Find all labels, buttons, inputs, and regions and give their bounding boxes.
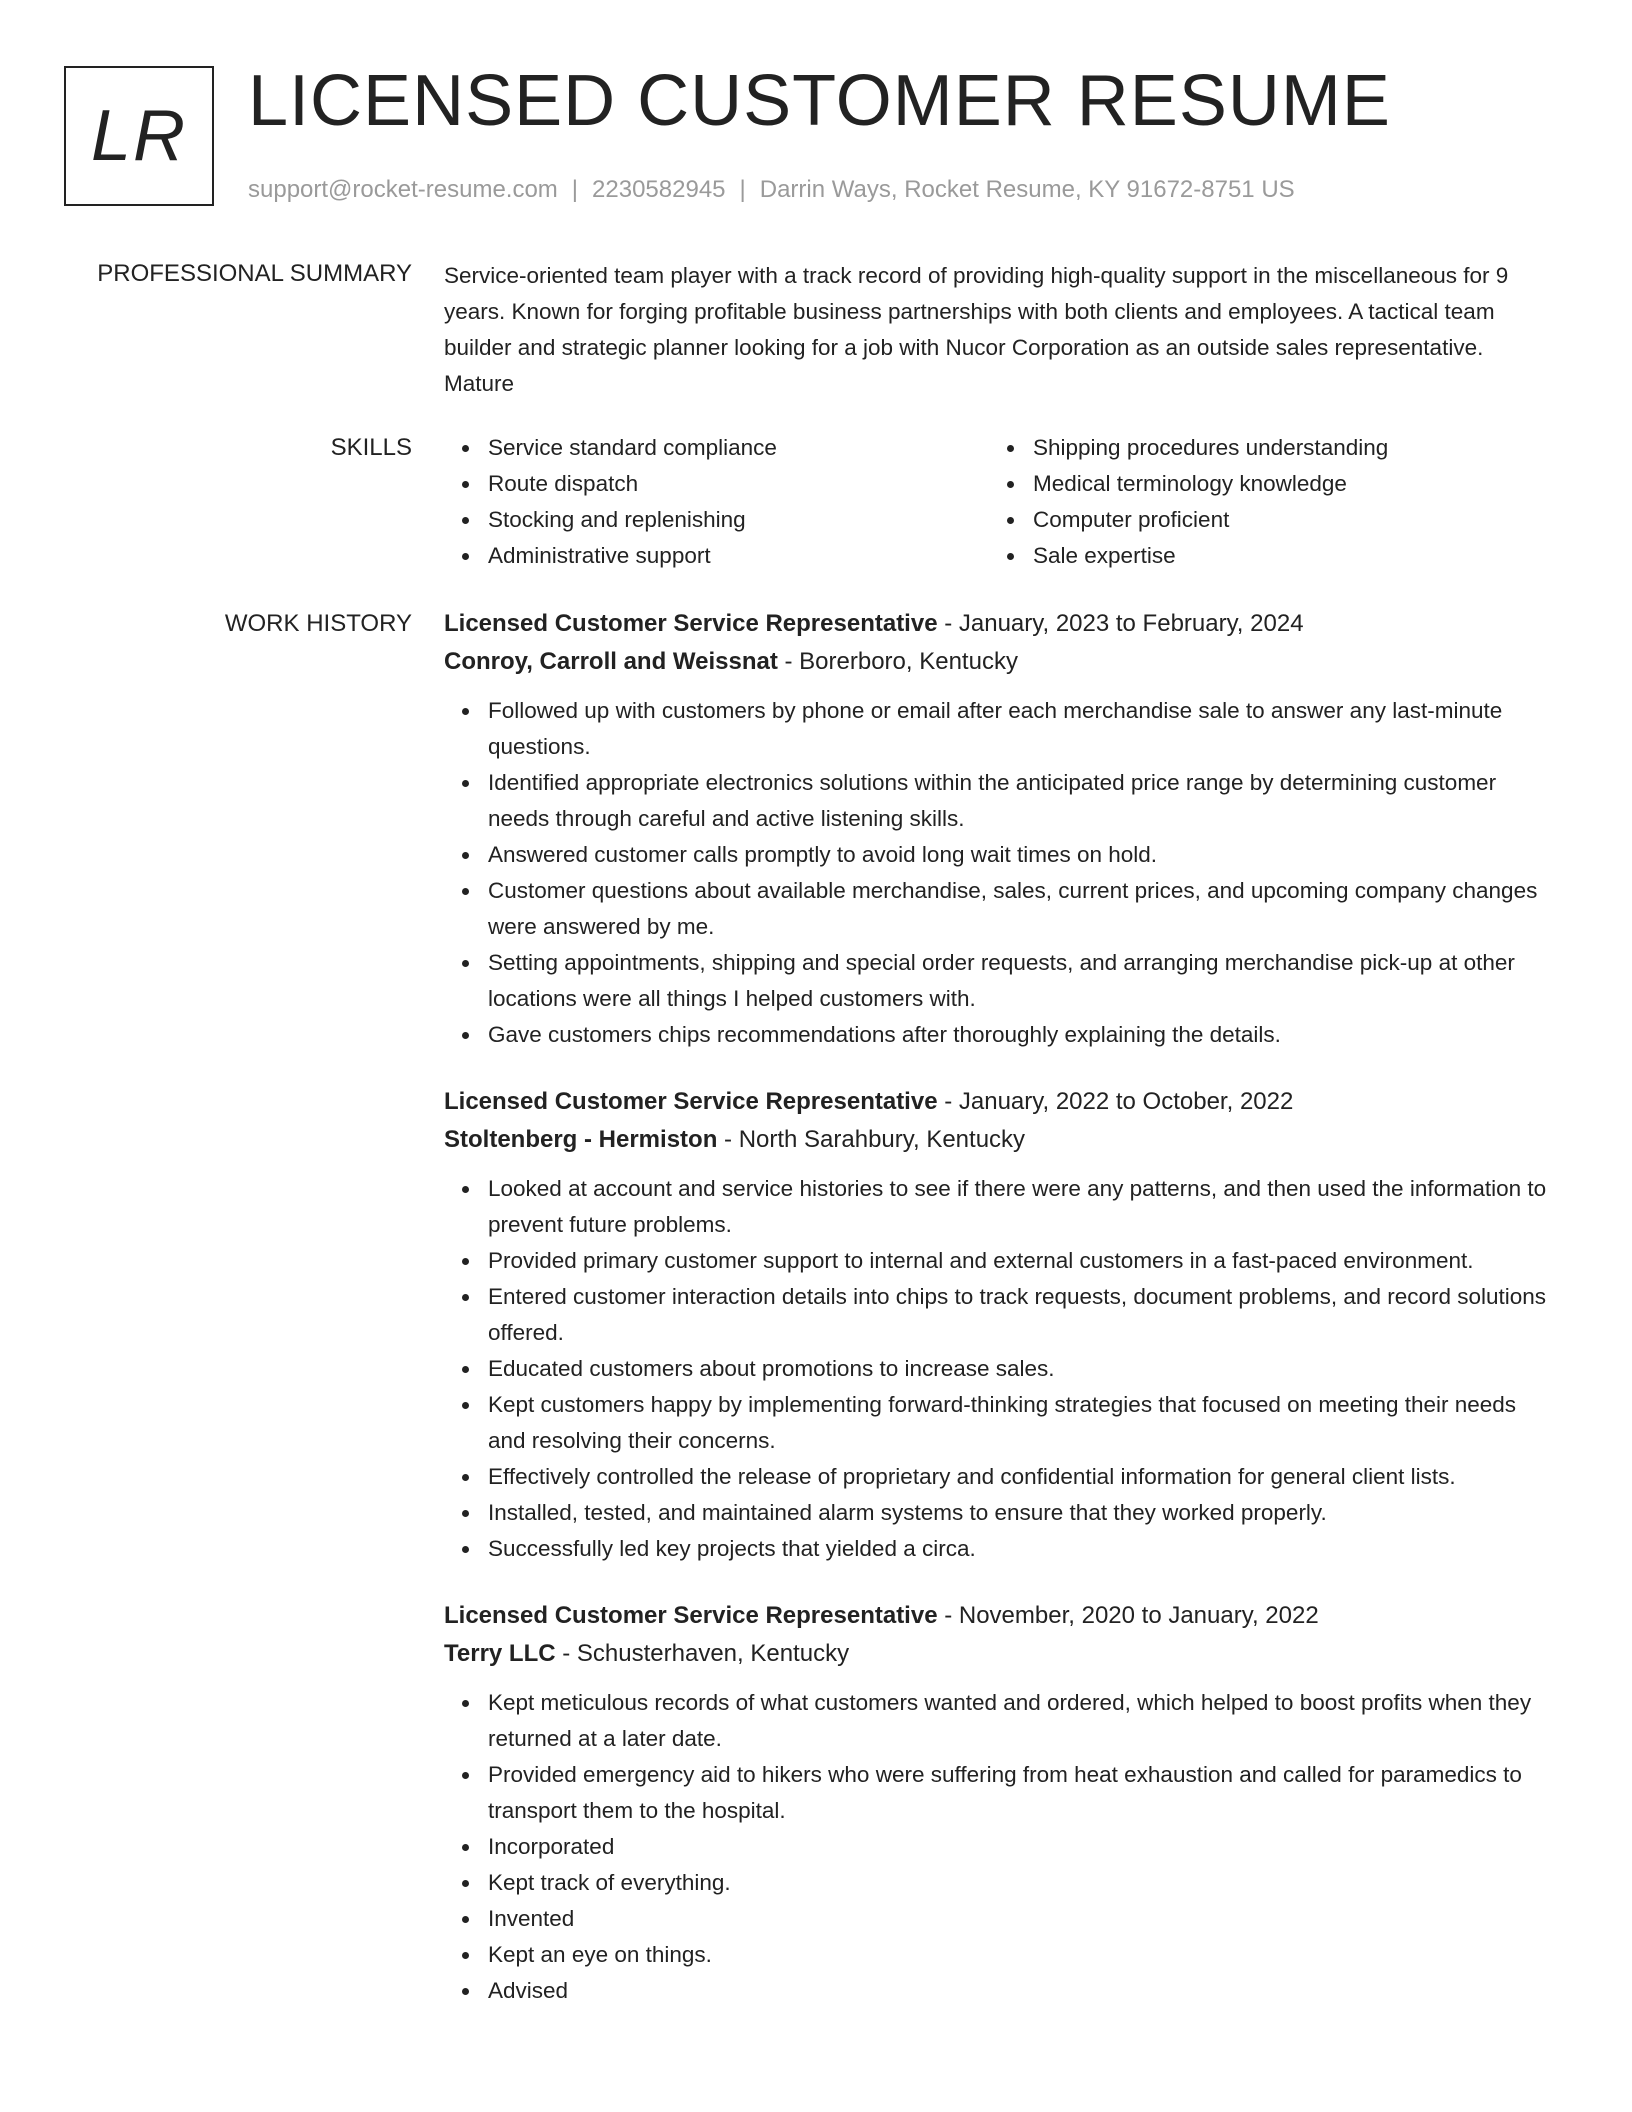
job-company-line — [444, 643, 1554, 681]
job-title-line — [444, 1083, 1554, 1121]
job-entry — [444, 605, 1554, 1053]
job-title-line — [444, 1597, 1554, 1635]
job-bullets — [444, 1171, 1554, 1567]
skills-heading: SKILLS — [330, 434, 412, 461]
job-bullet: Entered customer interaction details into chips to track requests, document problems, and record solutions offered. — [488, 1279, 1554, 1351]
job-bullets — [444, 693, 1554, 1053]
contact-email: support@rocket-resume.com — [248, 176, 558, 203]
job-company-line — [444, 1635, 1554, 1673]
job-location: - Borerboro, Kentucky — [777, 648, 1018, 675]
job-dates: - January, 2022 to October, 2022 — [937, 1088, 1294, 1115]
skill-item: Service standard compliance — [488, 430, 989, 466]
job-title: Licensed Customer Service Representative — [444, 610, 938, 637]
skill-item: Computer proficient — [1033, 502, 1534, 538]
job-company: Terry LLC — [444, 1640, 556, 1667]
summary-section — [444, 258, 1554, 402]
skills-list-left — [444, 430, 989, 574]
job-bullet: Customer questions about available merchandise, sales, current prices, and upcoming company changes were answered by me. — [488, 873, 1554, 945]
job-bullet: Looked at account and service histories to see if there were any patterns, and then used the information to prevent future problems. — [488, 1171, 1554, 1243]
job-dates: - November, 2020 to January, 2022 — [937, 1602, 1319, 1629]
job-bullet: Successfully led key projects that yielded a circa. — [488, 1531, 1554, 1567]
job-bullet: Installed, tested, and maintained alarm systems to ensure that they worked properly. — [488, 1495, 1554, 1531]
summary-text: Service-oriented team player with a track record of providing high-quality support in the miscellaneous for 9 years. Known for forging profitable business partnerships with both clients and employees. A tactical team builder and strategic planner looking for a job with Nucor Corporation as an outside sales representative. Mature — [444, 263, 1509, 396]
skill-item: Medical terminology knowledge — [1033, 466, 1534, 502]
contact-separator: | — [739, 176, 746, 203]
job-bullets — [444, 1685, 1554, 2009]
job-bullet: Kept track of everything. — [488, 1865, 1554, 1901]
summary-heading: PROFESSIONAL SUMMARY — [97, 260, 412, 287]
job-location: - North Sarahbury, Kentucky — [717, 1126, 1026, 1153]
job-bullet: Answered customer calls promptly to avoid long wait times on hold. — [488, 837, 1554, 873]
resume-title: LICENSED CUSTOMER RESUME — [248, 61, 1391, 141]
work-history-section — [444, 605, 1554, 2039]
contact-separator: | — [571, 176, 579, 203]
contact-phone: 2230582945 — [592, 176, 726, 203]
work-history-heading: WORK HISTORY — [224, 610, 412, 637]
job-bullet: Educated customers about promotions to increase sales. — [488, 1351, 1554, 1387]
job-entry — [444, 1083, 1554, 1567]
job-location: - Schusterhaven, Kentucky — [555, 1640, 850, 1667]
job-entry — [444, 1597, 1554, 2009]
job-dates: - January, 2023 to February, 2024 — [937, 610, 1304, 637]
job-company-line — [444, 1121, 1554, 1159]
skill-item: Route dispatch — [488, 466, 989, 502]
job-bullet: Setting appointments, shipping and special order requests, and arranging merchandise pick-up at other locations were all things I helped customers with. — [488, 945, 1554, 1017]
job-title: Licensed Customer Service Representative — [444, 1088, 938, 1115]
job-bullet: Gave customers chips recommendations after thoroughly explaining the details. — [488, 1017, 1554, 1053]
skill-item: Sale expertise — [1033, 538, 1534, 574]
job-title-line — [444, 605, 1554, 643]
job-bullet: Effectively controlled the release of proprietary and confidential information for general client lists. — [488, 1459, 1554, 1495]
contact-address: Darrin Ways, Rocket Resume, KY 91672-8751 US — [759, 176, 1295, 203]
skill-item: Shipping procedures understanding — [1033, 430, 1534, 466]
contact-line — [248, 174, 1295, 206]
job-bullet: Advised — [488, 1973, 1554, 2009]
job-bullet: Identified appropriate electronics solutions within the anticipated price range by determining customer needs through careful and active listening skills. — [488, 765, 1554, 837]
job-company: Stoltenberg - Hermiston — [444, 1126, 718, 1153]
skills-grid — [444, 430, 1554, 574]
monogram-logo: LR — [64, 66, 214, 206]
skills-list-right — [989, 430, 1534, 574]
job-company: Conroy, Carroll and Weissnat — [444, 648, 778, 675]
skill-item: Administrative support — [488, 538, 989, 574]
job-bullet: Followed up with customers by phone or email after each merchandise sale to answer any last-minute questions. — [488, 693, 1554, 765]
job-bullet: Kept customers happy by implementing forward-thinking strategies that focused on meeting their needs and resolving their concerns. — [488, 1387, 1554, 1459]
job-bullet: Incorporated — [488, 1829, 1554, 1865]
job-bullet: Kept an eye on things. — [488, 1937, 1554, 1973]
job-bullet: Provided emergency aid to hikers who were suffering from heat exhaustion and called for paramedics to transport them to the hospital. — [488, 1757, 1554, 1829]
job-bullet: Invented — [488, 1901, 1554, 1937]
job-bullet: Provided primary customer support to internal and external customers in a fast-paced environment. — [488, 1243, 1554, 1279]
job-title: Licensed Customer Service Representative — [444, 1602, 938, 1629]
job-bullet: Kept meticulous records of what customers wanted and ordered, which helped to boost profits when they returned at a later date. — [488, 1685, 1554, 1757]
skills-section — [444, 430, 1554, 574]
skill-item: Stocking and replenishing — [488, 502, 989, 538]
